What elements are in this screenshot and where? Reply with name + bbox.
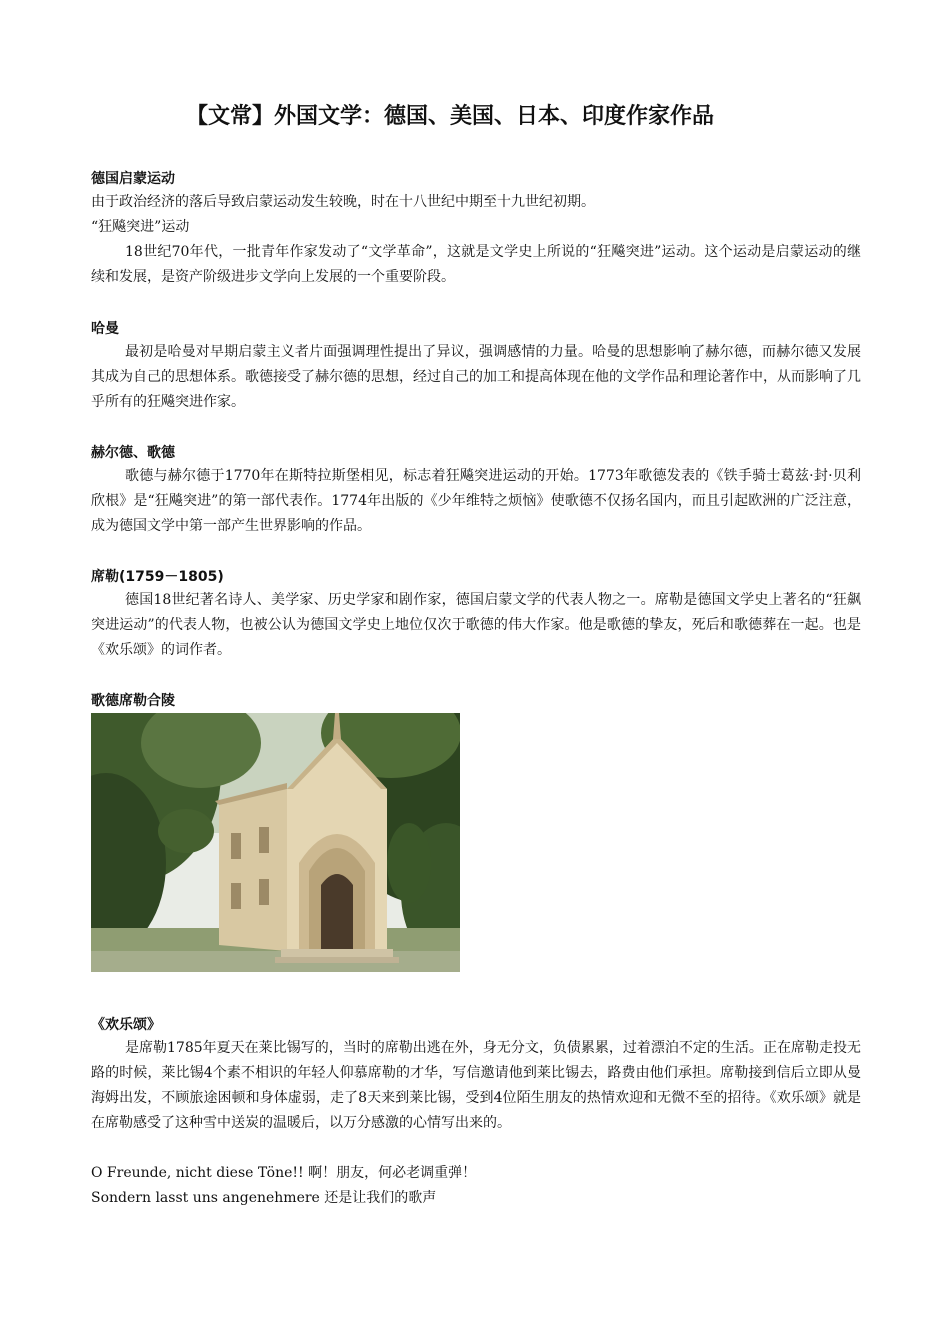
lyric-line: Sondern lasst uns angenehmere 还是让我们的歌声 [91,1190,437,1206]
section-paragraph: 是席勒1785年夏天在莱比锡写的，当时的席勒出逃在外，身无分文，负债累累，过着漂泊不定的生活。正在席勒走投无路的时候，莱比锡4个素不相识的年轻人仰慕席勒的才华，写信邀请他到莱比锡去，路费由他们承担。席勒接到信后立即从曼海姆出发，不顾旅途困顿和身体虚弱，走了8天来到莱比锡，受到4位陌生朋友的热情欢迎和无微不至的招待。《欢乐颂》就是在席勒感受了这种雪中送炭的温暖后，以万分感激的心情写出来的。 [91,1040,861,1131]
section-paragraph: 歌德与赫尔德于1770年在斯特拉斯堡相见，标志着狂飚突进运动的开始。1773年歌德发表的《铁手骑士葛兹·封·贝利欣根》是“狂飚突进”的第一部代表作。1774年出版的《少年维特之烦恼》使歌德不仅扬名国内，而且引起欧洲的广泛注意，成为德国文学中第一部产生世界影响的作品。 [91,468,861,534]
section-intro: 由于政治经济的落后导致启蒙运动发生较晚，时在十八世纪中期至十九世纪初期。 [91,194,595,210]
lyric-line: O Freunde, nicht diese Töne!! 啊！朋友，何必老调重弹！ [91,1165,477,1181]
section-heading: 歌德席勒合陵 [91,693,175,709]
spacer [91,1136,861,1161]
section-heading: 《欢乐颂》 [91,1017,161,1033]
section-schiller [91,566,861,663]
section-enlightenment [91,168,861,290]
section-ode-to-joy [91,1014,861,1211]
section-heading: 德国启蒙运动 [91,171,175,187]
section-tomb [91,690,861,712]
section-subheading: “狂飚突进”运动 [91,219,190,235]
section-heading: 哈曼 [91,321,119,337]
section-paragraph: 最初是哈曼对早期启蒙主义者片面强调理性提出了异议，强调感情的力量。哈曼的思想影响了赫尔德，而赫尔德又发展其成为自己的思想体系。歌德接受了赫尔德的思想，经过自己的加工和提高体现在他的文学作品和理论著作中，从而影响了几乎所有的狂飚突进作家。 [91,344,861,410]
section-paragraph: 18世纪70年代，一批青年作家发动了“文学革命”，这就是文学史上所说的“狂飚突进”运动。这个运动是启蒙运动的继续和发展，是资产阶级进步文学向上发展的一个重要阶段。 [91,244,861,285]
section-heading: 赫尔德、歌德 [91,445,175,461]
section-hamann [91,318,861,415]
goethe-schiller-mausoleum-photo [91,713,460,972]
section-herder-goethe [91,442,861,539]
section-paragraph: 德国18世纪著名诗人、美学家、历史学家和剧作家，德国启蒙文学的代表人物之一。席勒是德国文学史上著名的“狂飙突进运动”的代表人物，也被公认为德国文学史上地位仅次于歌德的伟大作家。他是歌德的挚友，死后和歌德葬在一起。也是《欢乐颂》的词作者。 [91,592,861,658]
section-heading: 席勒(1759－1805) [91,569,224,585]
page-title: 【文常】外国文学：德国、美国、日本、印度作家作品 [185,104,714,129]
